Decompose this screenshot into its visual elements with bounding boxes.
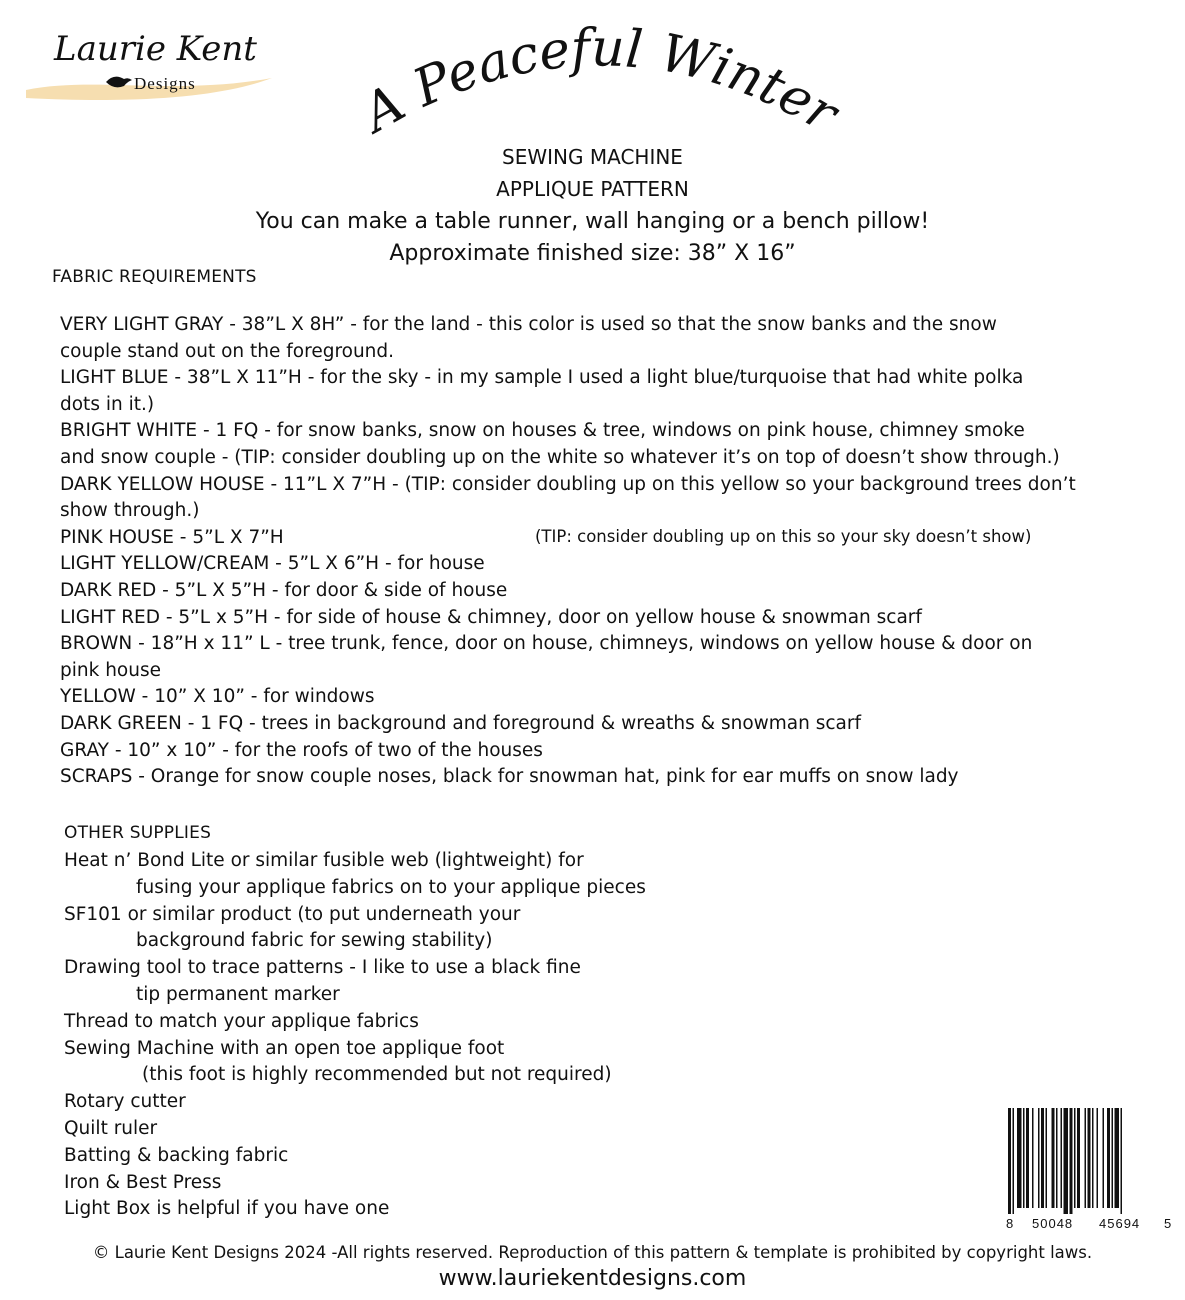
fabric-line: BROWN - 18”H x 11” L - tree trunk, fence, door on house, chimneys, windows on yellow house & door on [60, 633, 1033, 655]
barcode-bar [1013, 1108, 1015, 1214]
barcode-bar [1041, 1108, 1044, 1208]
barcode-bar [1107, 1108, 1110, 1208]
pattern-title [340, 18, 860, 158]
supplies-list [64, 848, 646, 1223]
logo-script-text: Laurie Kent [54, 29, 257, 69]
fabric-line: BRIGHT WHITE - 1 FQ - for snow banks, snow on houses & tree, windows on pink house, chimney smoke [60, 420, 1025, 442]
supply-line: Batting & backing fabric [64, 1144, 289, 1166]
supply-line: Heat n’ Bond Lite or similar fusible web (lightweight) for [64, 850, 584, 871]
barcode-bar [1017, 1108, 1022, 1208]
other-supplies-heading: OTHER SUPPLIES [64, 823, 212, 843]
supply-line: Drawing tool to trace patterns - I like to use a black fine [64, 957, 581, 979]
barcode-bar [1074, 1108, 1076, 1208]
barcode-bar [1103, 1108, 1105, 1208]
fabric-line: LIGHT BLUE - 38”L X 11”H - for the sky - in my sample I used a light blue/turquoise that had white polka [60, 367, 1024, 389]
fabric-line: show through.) [60, 500, 200, 522]
fabric-line: pink house [60, 659, 161, 681]
barcode-bar [1008, 1108, 1011, 1214]
supply-line: Quilt ruler [64, 1117, 158, 1139]
copyright-notice: © Laurie Kent Designs 2024 -All rights reserved. Reproduction of this pattern & template is prohibited by copyright laws. [92, 1243, 1093, 1262]
supply-line: Light Box is helpful if you have one [64, 1198, 390, 1220]
fabric-line: dots in it.) [60, 393, 155, 415]
barcode-bar [1026, 1108, 1029, 1208]
fabric-line: DARK RED - 5”L X 5”H - for door & side of house [60, 579, 508, 601]
barcode-bar [1085, 1108, 1087, 1208]
fabric-line: DARK YELLOW HOUSE - 11”L X 7”H - (TIP: consider doubling up on this yellow so your background trees don’t [60, 473, 1076, 495]
fabric-line: VERY LIGHT GRAY - 38”L X 8H” - for the land - this color is used so that the snow banks and the snow [60, 314, 997, 335]
supply-line: Thread to match your applique fabrics [64, 1010, 419, 1032]
supply-line: SF101 or similar product (to put underneath your [64, 903, 521, 925]
barcode-bar [1088, 1108, 1091, 1208]
supply-line: tip permanent marker [136, 983, 340, 1005]
barcode-bar [1061, 1108, 1063, 1208]
barcode-bar [1121, 1108, 1123, 1214]
fabric-line: PINK HOUSE - 5”L X 7”H [60, 526, 284, 548]
barcode-bar [1064, 1108, 1069, 1214]
pink-house-tip: (TIP: consider doubling up on this so your sky doesn’t show) [535, 527, 1032, 546]
barcode-digit-right: 5 [1164, 1216, 1172, 1231]
barcode-bar [1092, 1108, 1094, 1208]
fabric-list [60, 312, 1076, 791]
header-finished-size: Approximate finished size: 38” X 16” [389, 241, 796, 266]
brand-logo [24, 18, 284, 108]
supply-line: fusing your applique fabrics on to your applique pieces [136, 876, 646, 898]
fabric-line: YELLOW - 10” X 10” - for windows [60, 686, 375, 708]
supply-line: Rotary cutter [64, 1091, 186, 1113]
supply-line: (this foot is highly recommended but not required) [142, 1064, 612, 1086]
fabric-line: GRAY - 10” x 10” - for the roofs of two of the houses [60, 739, 543, 761]
fabric-line: and snow couple - (TIP: consider doubling up on the white so whatever it’s on top of doesn’t show through.) [60, 446, 1060, 468]
barcode-bar [1056, 1108, 1058, 1208]
fabric-line: LIGHT YELLOW/CREAM - 5”L X 6”H - for house [60, 553, 485, 575]
barcode-bar [1032, 1108, 1034, 1208]
barcode-group-left: 50048 [1032, 1216, 1074, 1231]
barcode-bar [1115, 1108, 1120, 1208]
fabric-line: LIGHT RED - 5”L x 5”H - for side of house & chimney, door on yellow house & snowman scarf [60, 606, 922, 628]
barcode-digit-left: 8 [1006, 1216, 1014, 1231]
barcode-bar [1046, 1108, 1048, 1208]
supply-line: Iron & Best Press [64, 1171, 222, 1193]
fabric-line: DARK GREEN - 1 FQ - trees in background and foreground & wreaths & snowman scarf [60, 712, 861, 734]
header-description: You can make a table runner, wall hanging or a bench pillow! [255, 209, 930, 234]
barcode-bar [1097, 1108, 1099, 1208]
barcode-bar [1070, 1108, 1073, 1214]
barcode-group-right: 45694 [1099, 1216, 1141, 1231]
header-sewing-machine: SEWING MACHINE [502, 145, 683, 169]
fabric-requirements-heading: FABRIC REQUIREMENTS [52, 267, 257, 287]
fabric-line: couple stand out on the foreground. [60, 340, 395, 362]
barcode-bar [1052, 1108, 1055, 1208]
supply-line: background fabric for sewing stability) [136, 930, 493, 952]
website-link[interactable]: www.lauriekentdesigns.com [438, 1266, 747, 1291]
fabric-line: SCRAPS - Orange for snow couple noses, black for snowman hat, pink for ear muffs on snow lady [60, 766, 959, 788]
barcode-bar [1077, 1108, 1080, 1208]
barcode-bar [1023, 1108, 1025, 1208]
upc-barcode [1004, 1106, 1174, 1231]
barcode-bars [1008, 1108, 1122, 1214]
supply-line: Sewing Machine with an open toe applique foot [64, 1037, 505, 1059]
header-applique-pattern: APPLIQUE PATTERN [496, 177, 689, 201]
title-text: A Peaceful Winter [352, 18, 848, 145]
logo-designs-text: Designs [134, 74, 196, 93]
barcode-bar [1038, 1108, 1040, 1208]
barcode-bar [1112, 1108, 1114, 1208]
